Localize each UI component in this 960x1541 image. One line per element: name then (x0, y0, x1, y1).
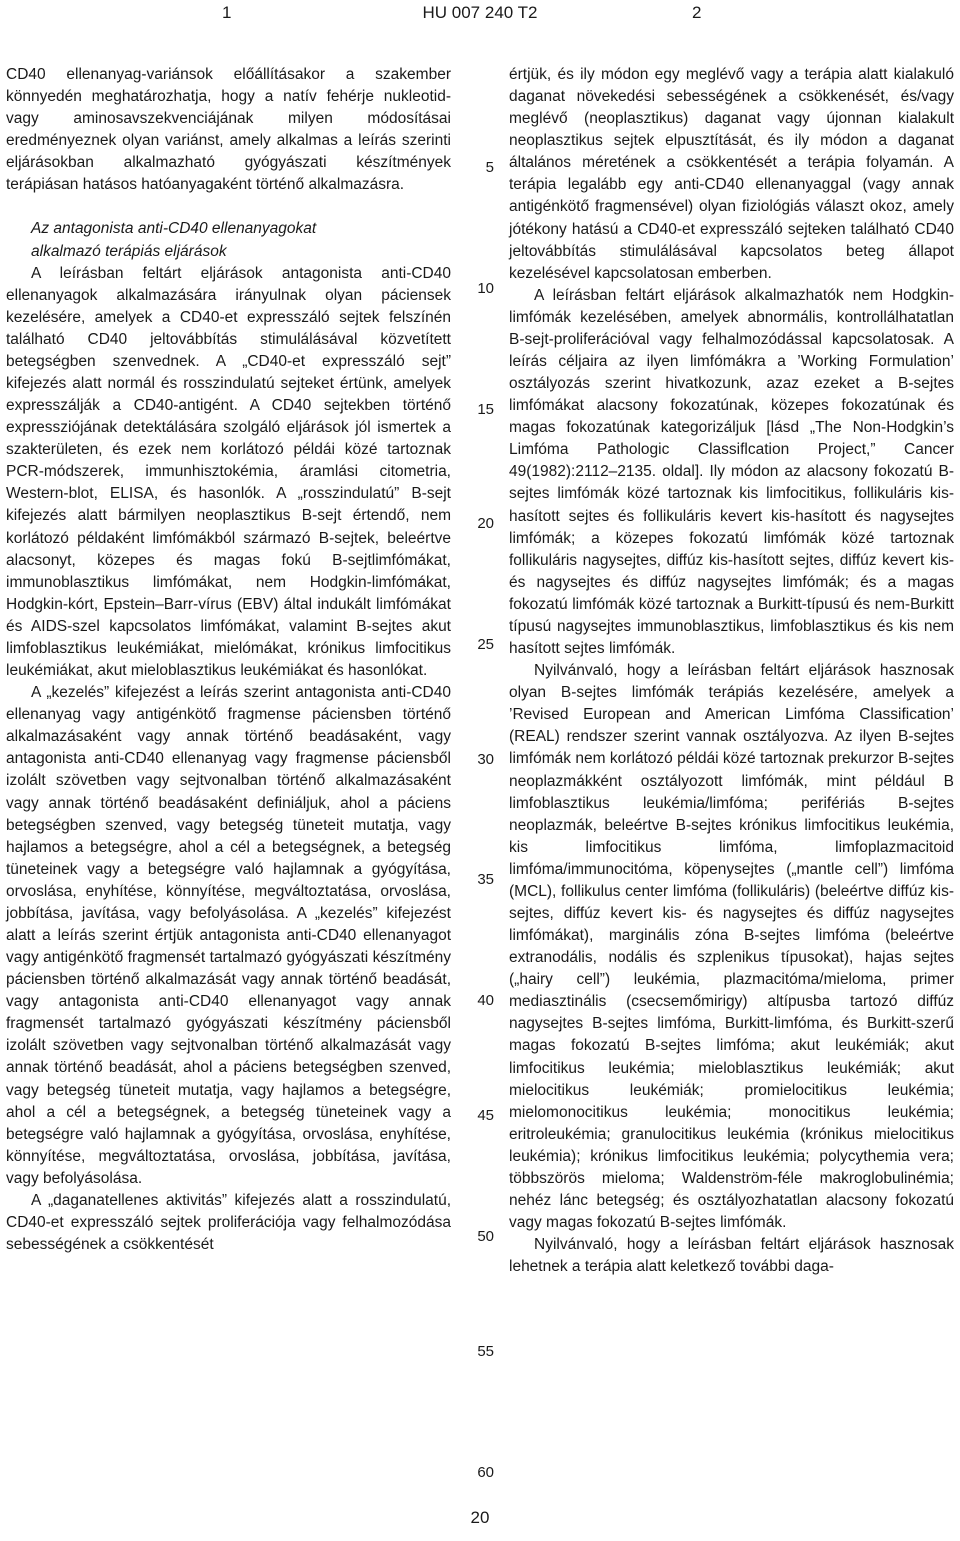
left-paragraph-2: A leírásban feltárt eljárások antagonista anti-CD40 ellenanyagok alkalmazására irányulnak olyan páciensek kezelésére, amelyek a CD40-et expresszáló sejtek felszínén található CD40 jeltovábbítás stimulálásával közvetített betegségben szenvednek. A „CD40-et expresszáló sejt” kifejezés alatt normál és rosszindulatú sejteket értünk, amelyek expresszálják a CD40-antigént. A CD40 sejtekben történő expressziójának detektálására szolgáló eljárások jól ismertek a szakterületen, és ezek nem korlátozó példái közé tartoznak PCR-módszerek, immunhisztokémia, áramlási citometria, Western-blot, ELISA, és hasonlók. A „rosszindulatú” B-sejt kifejezés alatt bármilyen neoplasztikus B-sejt értendő, nem korlátozó példaként limfómákból származó B-sejtek, beleértve alacsonyt, közepes és magas fokú B-sejtlimfómákat, immunoblasztikus limfómákat, nem Hodgkin-limfómákat, Hodgkin-kórt, Epstein–Barr-vírus (EBV) által indukált limfómákat és AIDS-szel kapcsolatos limfómákat, valamint B-sejtes akut limfoblasztikus leukémiákat, mielómákat, krónikus limfocitikus leukémiákat, akut mieloblasztikus leukémiákat és hasonlókat. (6, 264, 451, 680)
footer-page-number: 20 (470, 1508, 490, 1527)
left-column (6, 64, 451, 1256)
section-heading-line-2: alkalmazó terápiás eljárások (31, 242, 227, 260)
page-header (0, 0, 960, 28)
right-page-number: 2 (692, 3, 702, 22)
line-number: 35 (477, 871, 494, 888)
left-paragraph-3: A „kezelés” kifejezést a leírás szerint antagonista anti-CD40 ellenanyag vagy antigénkötő fragmense páciensben történő alkalmazásaként vagy annak történő beadásaként, vagy antagonista anti-CD40 ellenanyag vagy fragmense páciensből izolált szövetben vagy sejtvonalban történő alkalmazásaként vagy annak történő beadásaként definiáljuk, ahol a páciens betegségben szenved, vagy betegség tüneteit mutatja, vagy hajlamos a betegségre, ahol a cél a betegségnek, a betegség tüneteinek vagy a betegségre való hajlamnak a gyógyítása, orvoslása, enyhítése, könnyítése, megváltoztatása, orvoslása, jobbítása, javítása, vagy befolyásolása. A „kezelés” kifejezést alatt a leírás szerint értjük antagonista anti-CD40 ellenanyagot vagy antigénkötő fragmensét tartalmazó gyógyászati készítmény páciensben történő alkalmazását vagy annak történő beadását, vagy antagonista anti-CD40 ellenanyagot vagy annak fragmensét tartalmazó gyógyászati készítmény páciensből izolált szövetben vagy sejtvonalban történő alkalmazását vagy annak történő beadását, ahol a páciens betegségben szenved, vagy betegség tüneteit mutatja, vagy hajlamos a betegségre, ahol a cél a betegségnek, a betegség tüneteinek vagy a betegségre való hajlamnak a gyógyítása, orvoslása, enyhítése, könnyítése, megváltoztatása, orvoslása, jobbítása, javítása, vagy befolyásolása. (6, 684, 451, 1187)
right-paragraph-2: A leírásban feltárt eljárások alkalmazhatók nem Hodgkin-limfómák kezelésében, amelyek abnormális, kontrollálhatatlan B-sejt-proliferációval vagy felhalmozódással kapcsolatosak. A leírás céljaira az ilyen limfómákra a ’Working Formulation’ osztályozás szerint hivatkozunk, azaz ezeket a B-sejtes limfómákat alacsony fokozatúnak, közepes fokozatúnak és magas fokozatúnak kategorizáljuk [lásd „The Non-Hodgkin’s Limfóma Pathologic Classiflcation Project,” Cancer 49(1982):2112–2135. oldal]. Ily módon az alacsony fokozatú B-sejtes limfómák közé tartoznak kis limfocitikus, follikuláris kis-hasított sejtes és follikuláris kevert kis-hasított és nagysejtes limfómák; a közepes fokozatú limfómák közé tartoznak follikuláris nagysejtes, diffúz kis-hasított sejtes, diffúz kevert kis- és nagysejtes és diffúz nagysejtes limfómák; és a magas fokozatú limfómák közé tartoznak a Burkitt-típusú és nem-Burkitt típusú nagysejtes immunoblasztikus, limfoblasztikus és kis nem hasított sejtes limfómák. (509, 286, 954, 658)
line-number: 45 (477, 1107, 494, 1124)
line-number: 55 (477, 1343, 494, 1360)
left-page-number: 1 (222, 3, 232, 22)
left-paragraph-4: A „daganatellenes aktivitás” kifejezés alatt a rosszindulatú, CD40-et expresszáló sejtek proliferációja vagy felhalmozódása sebességének a csökkentését (6, 1191, 451, 1254)
line-number: 5 (485, 159, 494, 176)
line-number: 15 (477, 401, 494, 418)
left-paragraph-1: CD40 ellenanyag-variánsok előállításakor a szakember könnyedén meghatározhatja, hogy a natív fehérje nukleotid- vagy aminosavszekvenciájának milyen módosításai eredményeznek olyan variánst, amely alkalmas a leírás szerinti eljárásokban alkalmazható gyógyászati készítmények terápiásan hatásos hatóanyagaként történő alkalmazásra. (6, 66, 451, 194)
line-number: 10 (477, 280, 494, 297)
line-number: 25 (477, 636, 494, 653)
right-paragraph-4: Nyilvánvaló, hogy a leírásban feltárt eljárások hasznosak lehetnek a terápia alatt keletkező további daga- (509, 1236, 954, 1276)
line-number: 60 (477, 1464, 494, 1481)
right-paragraph-1: értjük, és ily módon egy meglévő vagy a terápia alatt kialakuló daganat növekedési sebességének a csökkenését, és/vagy meglévő (neoplasztikus) daganat vagy újonnan kialakult neoplasztikus sejtek elpusztítását, és ily módon a daganat általános méretének a csökkentését a terápia folyamán. A terápia legalább egy anti-CD40 ellenanyaggal (vagy annak antigénkötő fragmensével) olyan fiziológiás választ okoz, amely jótékony hatású a CD40-et expresszáló sejteken található CD40 jeltovábbítás stimulálásával kapcsolatos beteg állapot kezelésével kapcsolatosan emberben. (509, 66, 954, 282)
line-number: 40 (477, 992, 494, 1009)
line-number: 20 (477, 515, 494, 532)
right-column (509, 64, 954, 1278)
page-footer (0, 1508, 960, 1528)
section-heading-line-1: Az antagonista anti-CD40 ellenanyagokat (31, 220, 317, 238)
right-paragraph-3: Nyilvánvaló, hogy a leírásban feltárt eljárások hasznosak olyan B-sejtes limfómák terápiás kezelésére, amelyek a ’Revised European and American Limfóma Classification’ (REAL) rendszer szerint vannak osztályozva. Az ilyen B-sejtes limfómák nem korlátozó példái közé tartoznak prekurzor B-sejtes neoplazmákként osztályozott limfómák, mint például B limfoblasztikus leukémia/limfóma; perifériás B-sejtes neoplazmák, beleértve B-sejtes krónikus limfocitikus leukémia, kis limfocitikus limfóma, limfoplazmacitoid limfóma/immunocitóma, köpenysejtes („mantle cell”) limfóma (MCL), follikulus center limfóma (follikuláris) (beleértve diffúz kis-sejtes, diffúz kevert kis- és nagysejtes és diffúz nagysejtes limfómákat), marginális zóna B-sejtes limfóma (beleértve extranodális, nodális és szplenikus típusokat), hajas sejtes („hairy cell”) leukémia, plazmacitóma/mieloma, primer mediasztinális (csecsemőmirigy) altípusba tartozó diffúz nagysejtes B-sejtes limfóma, Burkitt-limfóma, és Burkitt-szerű magas fokozatú B-sejtes limfóma; akut leukémiák; akut limfocitikus leukémia; mieloblasztikus leukémiák; akut mielocitikus leukémiák; promielocitikus leukémia; mielomonocitikus leukémia; monocitikus leukémia; eritroleukémia; granulocitikus leukémia (krónikus mielocitikus leukémia); krónikus limfocitikus leukémia; polycythemia vera; többszörös mieloma; Waldenström-féle makroglobulinémia; nehéz lánc betegség; és osztályozhatatlan alacsony fokozatú vagy magas fokozatú B-sejtes limfómák. (509, 662, 954, 1232)
line-number: 50 (477, 1228, 494, 1245)
document-id: HU 007 240 T2 (422, 3, 538, 22)
line-number: 30 (477, 751, 494, 768)
